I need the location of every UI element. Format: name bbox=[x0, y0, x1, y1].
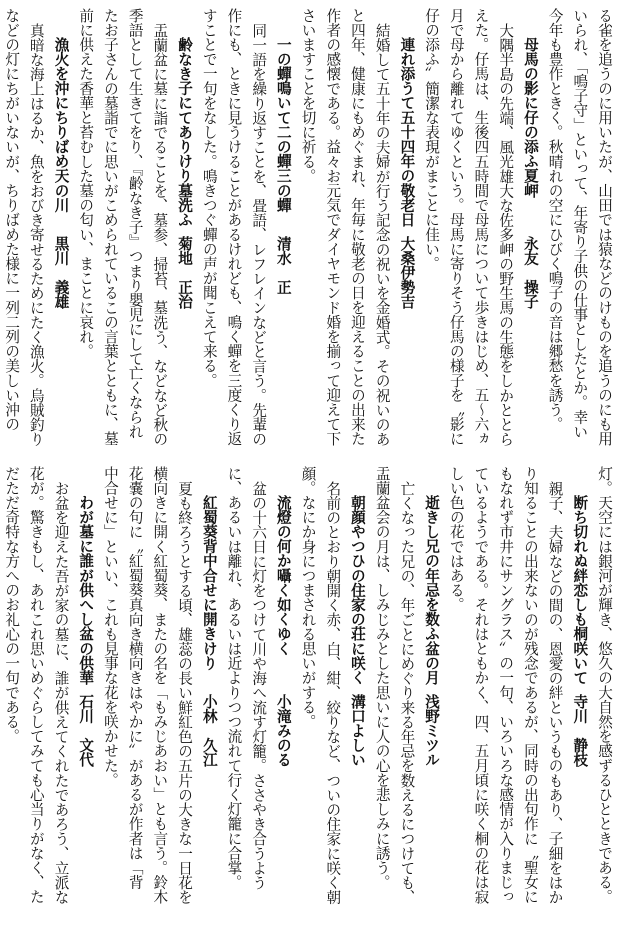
haiku-title: 齢なき子にてありけり墓洗ふ bbox=[176, 37, 194, 227]
haiku-title: 朝顔やつひの住家の荘に咲く bbox=[348, 495, 366, 685]
commentary-line: と四年、健康にもめぐまれ、年毎に敬老の日を迎えることの出来た bbox=[348, 8, 366, 446]
commentary-line: 親子、夫婦などの間の、恩愛の絆というものもあり、子細をはか bbox=[546, 480, 564, 904]
haiku-heading bbox=[567, 466, 592, 921]
commentary-line: しい色の花ではある。 bbox=[447, 466, 465, 612]
commentary-line: 中合せに」といい、これも見事な花を咲かせた。 bbox=[101, 466, 119, 788]
commentary-line: 夏も終ろうとする頃、雄蕊の長い鮮紅色の五片の大きな一日花を bbox=[176, 480, 194, 904]
haiku-title: 漁火を沖にちりばめ天の川 bbox=[52, 37, 70, 213]
commentary-line: 盂蘭盆に墓に詣でることを、墓参、掃苔、墓洗う、などなど秋の bbox=[151, 22, 169, 446]
commentary-line: 名前のとおり朝開く赤、白、紺、絞りなど、ついの住家に咲く朝 bbox=[324, 480, 342, 904]
haiku-author: 小林 久江 bbox=[200, 694, 218, 767]
haiku-title: 流燈の何か囁く如くゆく bbox=[274, 495, 292, 656]
commentary-line: 作にも、ときに見うけることがあるけれども、鳴く蟬を三度くり返 bbox=[225, 8, 243, 446]
haiku-heading bbox=[418, 466, 443, 921]
haiku-title: 母馬の影に仔の添ふ夏岬 bbox=[521, 37, 539, 198]
commentary-line: えた。仔馬は、生後四五時間で母馬について歩きはじめ、五〜六ヵ bbox=[472, 8, 490, 446]
commentary-line: 真暗な海上はるか、魚をおびき寄せるためにたく漁火。烏賊釣り bbox=[27, 22, 45, 446]
haiku-author: 寺川 静枝 bbox=[571, 694, 589, 767]
commentary-line: さいますことを切に祈る。 bbox=[299, 8, 317, 184]
commentary-line: る雀を追うのに用いたが、山田では猿などのけものを追うのにも用 bbox=[596, 8, 613, 446]
commentary-line: だただ奇特な方へのお礼心の一句である。 bbox=[3, 466, 21, 744]
commentary-line: 今年も豊作ときく。秋晴れの空にひびく鳴子の音は郷愁を誘う。 bbox=[546, 8, 564, 432]
commentary-line: たお子さんの墓詣でに思いがこめられているこの言葉とともに、墓 bbox=[101, 8, 119, 446]
haiku-author: 石川 文代 bbox=[77, 694, 95, 767]
haiku-author: 黒川 義雄 bbox=[52, 236, 70, 309]
commentary-line: 盆の十六日に灯をつけて川や海へ流す灯籠。ささやき合うよう bbox=[250, 480, 268, 890]
haiku-heading bbox=[394, 8, 419, 453]
haiku-heading bbox=[344, 466, 369, 921]
commentary-line: 仔の添ふ〟簡潔な表現がまことに佳い。 bbox=[423, 8, 441, 271]
commentary-line: 前に供えた香華と苔むした墓の匂い、まことに哀れ。 bbox=[77, 8, 95, 359]
haiku-author: 浅野ミツル bbox=[423, 694, 441, 767]
commentary-line: などの灯にちがいないが、ちりばめた様に一列二列の美しい沖の bbox=[3, 8, 21, 432]
haiku-author: 菊地 正治 bbox=[176, 236, 194, 309]
commentary-line: 花嚢の句に〝紅蜀葵真向き横向きはやかに〟があるが作者は「背 bbox=[126, 466, 144, 890]
haiku-author: 永友 操子 bbox=[521, 236, 539, 309]
haiku-author: 大桑伊勢吉 bbox=[398, 236, 416, 309]
commentary-line: 月で母から離れてゆくという。母馬に寄りそう仔馬の様子を〝影に bbox=[447, 8, 465, 446]
haiku-author: 溝口よしい bbox=[348, 694, 366, 767]
commentary-line: 季語として生きてをり、『齢なき子』つまり嬰児にして亡くなられ bbox=[126, 8, 144, 439]
commentary-line: に、あるいは離れ、あるいは近よりつつ流れて行く灯籠に合掌。 bbox=[225, 466, 243, 890]
commentary-line: 灯。天空には銀河が輝き、悠久の大自然を感ずるひとときである。 bbox=[596, 466, 613, 904]
haiku-title: わが墓に誰が供へし盆の供華 bbox=[77, 495, 95, 685]
haiku-author: 清水 正 bbox=[274, 236, 292, 295]
haiku-title: 一の蟬鳴いて二の蟬三の蟬 bbox=[274, 37, 292, 213]
haiku-author: 小滝みのる bbox=[274, 694, 292, 767]
haiku-heading bbox=[196, 466, 221, 921]
commentary-line: 大隅半島の先端、風光雄大な佐多岬の野生馬の生態をしかととら bbox=[497, 22, 515, 446]
haiku-title: 紅蜀葵背中合せに開きけり bbox=[200, 495, 218, 671]
haiku-title: 断ち切れぬ絆恋しも桐咲いて bbox=[571, 495, 589, 685]
haiku-title: 逝きし兄の年忌を数ふ盆の月 bbox=[423, 495, 441, 685]
haiku-heading bbox=[171, 8, 196, 453]
commentary-line: すことで一句をなした。鳴きつぐ蟬の声が聞こえて来る。 bbox=[200, 8, 218, 388]
commentary-line: 作者の感懐である。益々お元気でダイヤモンド婚を揃って迎えて下 bbox=[324, 8, 342, 446]
commentary-line: ているようである。それはともかく、四、五月頃に咲く桐の花は寂 bbox=[472, 466, 490, 904]
commentary-line: お盆を迎えた吾が家の墓に、誰が供えてくれたであろう、立派な bbox=[52, 480, 70, 904]
commentary-line: 同一語を繰り返すことを、畳語、レフレインなどと言う。先輩の bbox=[250, 22, 268, 446]
commentary-line: 横向きに開く紅蜀葵、またの名を「もみじあおい」とも言う。鈴木 bbox=[151, 466, 169, 904]
commentary-line: 花が。驚きもし、あれこれ思いめぐらしてみても心当りがなく、た bbox=[27, 466, 45, 904]
haiku-heading bbox=[73, 466, 98, 921]
bottom-text-block bbox=[0, 466, 616, 921]
haiku-heading bbox=[270, 466, 295, 921]
haiku-title: 連れ添うて五十四年の敬老日 bbox=[398, 37, 416, 227]
top-text-block bbox=[0, 8, 616, 453]
commentary-line: り知ることの出来ないのが残念であるが、同時の出句作に〝聖女に bbox=[521, 466, 539, 904]
haiku-heading bbox=[517, 8, 542, 453]
haiku-heading bbox=[270, 8, 295, 453]
commentary-line: 盂蘭盆会の月は、しみじみとした思いに人の心を悲しみに誘う。 bbox=[373, 466, 391, 890]
commentary-line: いられ、「鳴子守」といって、年寄り子供の仕事としたとか。幸い bbox=[571, 8, 589, 439]
commentary-line: 顔。なにか身につまされる思いがする。 bbox=[299, 466, 317, 729]
commentary-line: 結婚して五十年の夫婦が行う記念の祝いを金婚式。その祝いのあ bbox=[373, 22, 391, 446]
commentary-line: 亡くなった兄の、年ごとにめぐり来る年忌を数えるにつけても、 bbox=[398, 480, 416, 904]
commentary-line: もなれず市井にサングラス〟の一句、いろいろな感情が入りまじっ bbox=[497, 466, 515, 904]
haiku-heading bbox=[48, 8, 73, 453]
